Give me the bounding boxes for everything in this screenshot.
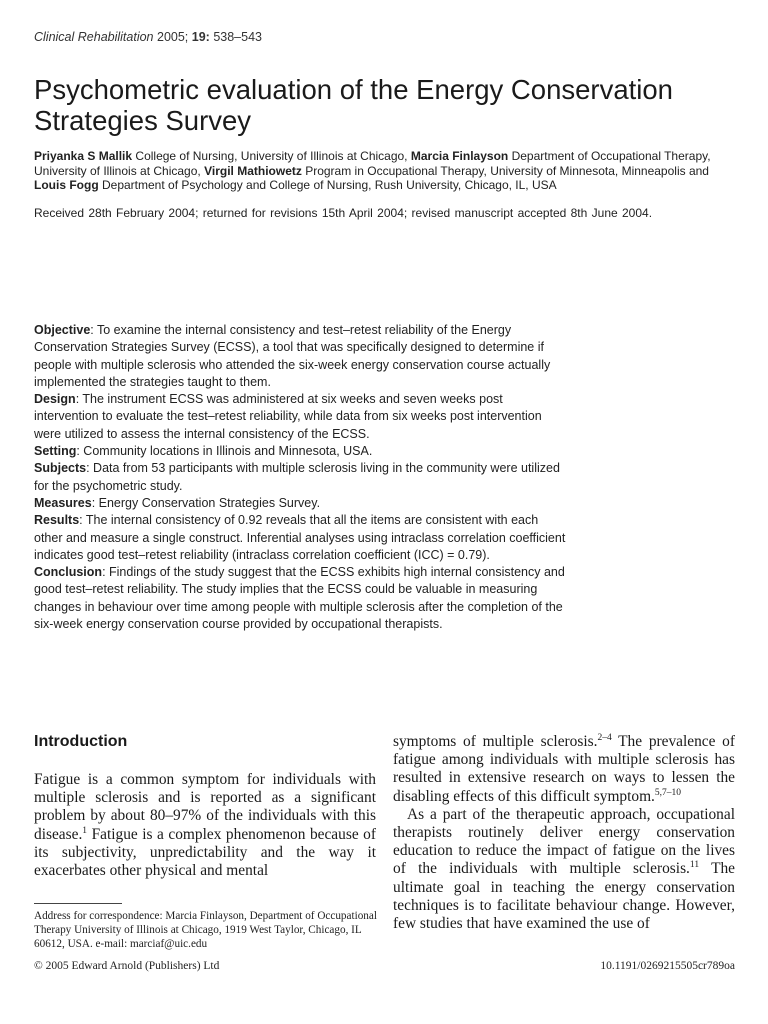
doi: 10.1191/0269215505cr789oa (600, 960, 735, 972)
abstract-text: : To examine the internal consistency and test–retest reliability of the Energy Conservation Strategies Survey (ECSS), a tool that was specifically designed to determine if people with multiple sclerosis who attended the six-week energy conservation course actually implemented the strategies taught to them. (34, 323, 551, 389)
abstract-objective (34, 322, 568, 391)
body-text-run: Fatigue is a common symptom for individuals with multiple sclerosis and is reported as a significant problem by about 80–97% of the individuals with this disease. (34, 771, 376, 843)
author-affiliation: College of Nursing, University of Illinois at Chicago, (132, 149, 411, 163)
citation-ref: 11 (689, 860, 700, 871)
body-text-run: The ultimate goal in teaching the energy conservation techniques is to facilitate behaviour change. However, few studies that have examined the use of (393, 860, 736, 933)
author-name: Virgil Mathiowetz (204, 163, 302, 178)
abstract-label: Setting (34, 444, 77, 459)
copyright-notice: © 2005 Edward Arnold (Publishers) Ltd (34, 960, 220, 972)
author-name: Priyanka S Mallik (34, 149, 133, 163)
footnote-divider (34, 903, 122, 904)
abstract-label: Results (34, 513, 80, 528)
journal-pages: 538–543 (213, 30, 262, 44)
abstract-conclusion (34, 564, 568, 633)
right-column (393, 733, 735, 933)
journal-name: Clinical Rehabilitation (34, 30, 154, 44)
received-dates: Received 28th February 2004; returned for revisions 15th April 2004; revised manuscript accepted 8th June 2004. (34, 206, 653, 220)
body-text-run: symptoms of multiple sclerosis. (393, 733, 598, 750)
article-title: Psychometric evaluation of the Energy Conservation Strategies Survey (34, 74, 673, 136)
abstract-text: : Energy Conservation Strategies Survey. (91, 495, 321, 510)
citation-ref: 2–4 (597, 733, 612, 743)
abstract-label: Objective (34, 323, 91, 337)
author-affiliation: Department of Psychology and College of Nursing, Rush University, Chicago, IL, USA (98, 178, 557, 192)
author-list (34, 149, 734, 193)
abstract-measures (34, 495, 568, 512)
journal-year: 2005; (157, 30, 189, 44)
abstract-setting (34, 443, 568, 460)
correspondence-footnote: Address for correspondence: Marcia Finlayson, Department of Occupational Therapy University of Illinois at Chicago, 1919 West Taylor, Chicago, IL 60612, USA. e-mail: marciaf@uic.edu (34, 910, 377, 951)
journal-volume: 19: (191, 30, 210, 44)
author-affiliation: Department of Occupational Therapy, University of Illinois at Chicago, (34, 149, 711, 178)
abstract-design (34, 391, 568, 443)
abstract-text: : Community locations in Illinois and Minnesota, USA. (76, 444, 373, 459)
abstract-label: Measures (34, 495, 92, 510)
body-text-run: The prevalence of fatigue among individuals with multiple sclerosis has resulted in extensive research on ways to lessen the disabling effects of this difficult symptom. (393, 733, 736, 805)
author-name: Louis Fogg (34, 178, 99, 192)
citation-ref: 1 (82, 825, 88, 836)
abstract-label: Subjects (34, 461, 87, 476)
abstract-results (34, 512, 568, 564)
abstract-label: Conclusion (34, 565, 103, 580)
section-heading-introduction: Introduction (34, 733, 128, 750)
journal-citation (34, 30, 262, 44)
left-column (34, 733, 376, 880)
intro-paragraph-1 (34, 771, 376, 880)
abstract-label: Design (34, 392, 76, 407)
abstract-subjects (34, 460, 568, 495)
citation-ref: 5,7–10 (654, 787, 682, 798)
abstract-text: : The internal consistency of 0.92 reveals that all the items are consistent with each other and measure a single construct. Inferential analyses using intraclass correlation coefficient indicates good test–retest reliability (intraclass correlation coefficient (ICC) = 0.79). (34, 513, 566, 562)
body-text-run: As a part of the therapeutic approach, occupational therapists routinely deliver energy conservation education to reduce the impact of fatigue on the lives of the individuals with multiple sclerosis. (393, 805, 735, 878)
intro-paragraph-2 (393, 806, 735, 933)
abstract-text: : Data from 53 participants with multiple sclerosis living in the community were utilized for the psychometric study. (34, 461, 560, 493)
author-affiliation: Program in Occupational Therapy, University of Minnesota, Minneapolis and (301, 163, 709, 178)
abstract-text: : Findings of the study suggest that the ECSS exhibits high internal consistency and good test–retest reliability. The study implies that the ECSS could be valuable in measuring changes in behaviour over time among people with multiple sclerosis after the completion of the six-week energy conservation course provided by occupational therapists. (34, 565, 565, 632)
body-text-run: Fatigue is a complex phenomenon because of its subjectivity, unpredictability and the way it exacerbates other physical and mental (34, 825, 376, 880)
intro-paragraph-1-continued (393, 733, 735, 806)
abstract-text: : The instrument ECSS was administered at six weeks and seven weeks post intervention to evaluate the test–retest reliability, while data from six weeks post intervention were utilized to assess the internal consistency of the ECSS. (34, 392, 542, 441)
author-name: Marcia Finlayson (410, 149, 509, 163)
abstract (34, 322, 568, 633)
